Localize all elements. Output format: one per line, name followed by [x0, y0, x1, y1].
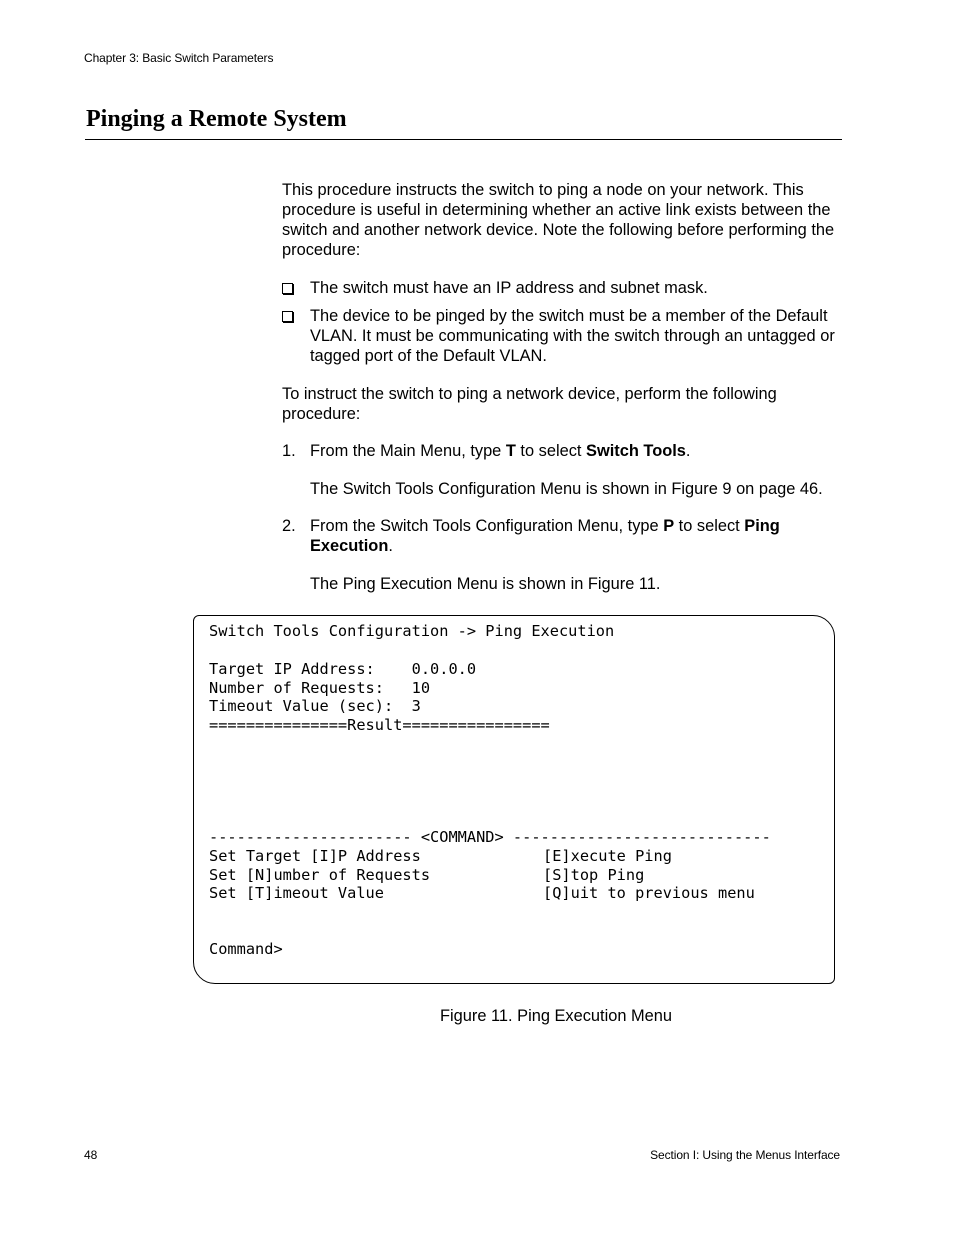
figure-caption: Figure 11. Ping Execution Menu	[440, 1007, 673, 1025]
command-set-ip: Set Target [I]P Address	[209, 847, 421, 865]
command-prompt: Command>	[209, 940, 283, 958]
step-text: From the Switch Tools Configuration Menu, type P to select Ping Execution.	[310, 517, 780, 555]
result-rule: ===============Result================	[209, 716, 550, 734]
step-1-note: The Switch Tools Configuration Menu is shown in Figure 9 on page 46.	[310, 480, 823, 498]
page-number: 48	[84, 1148, 98, 1162]
terminal-title: Switch Tools Configuration -> Ping Execution	[209, 622, 615, 640]
step-number: 1.	[282, 442, 296, 460]
prerequisite-list	[282, 278, 852, 374]
command-set-number: Set [N]umber of Requests	[209, 866, 431, 884]
field-number-of-requests: Number of Requests: 10	[209, 679, 431, 697]
checkbox-bullet-icon	[282, 283, 293, 294]
list-item	[282, 278, 852, 298]
command-quit: [Q]uit to previous menu	[543, 884, 755, 902]
bullet-text: The switch must have an IP address and subnet mask.	[310, 279, 708, 297]
title-rule	[85, 139, 842, 140]
list-item	[282, 306, 852, 366]
intro-paragraph: This procedure instructs the switch to ping a node on your network. This procedure is useful in determining whether an active link exists between the switch and another network device. Note the following before performing the procedure:	[282, 181, 835, 259]
running-footer: Section I: Using the Menus Interface	[650, 1148, 840, 1162]
field-target-ip: Target IP Address: 0.0.0.0	[209, 660, 477, 678]
bullet-text: The device to be pinged by the switch must be a member of the Default VLAN. It must be communicating with the switch through an untagged or tagged port of the Default VLAN.	[310, 307, 835, 365]
command-execute-ping: [E]xecute Ping	[543, 847, 672, 865]
step-2-note: The Ping Execution Menu is shown in Figure 11.	[310, 575, 661, 593]
step-number: 2.	[282, 517, 296, 535]
menu-target: Switch Tools	[586, 442, 686, 460]
key-letter: P	[663, 517, 675, 535]
menu-target: Ping Execution	[310, 517, 780, 555]
instruction-paragraph: To instruct the switch to ping a network device, perform the following procedure:	[282, 385, 777, 423]
command-rule: ---------------------- <COMMAND> ----------------------------	[209, 828, 771, 846]
command-set-timeout: Set [T]imeout Value	[209, 884, 384, 902]
key-letter: T	[505, 442, 516, 460]
checkbox-bullet-icon	[282, 311, 293, 322]
field-timeout-value: Timeout Value (sec): 3	[209, 697, 421, 715]
section-title: Pinging a Remote System	[86, 106, 347, 132]
step-text: From the Main Menu, type T to select Switch Tools.	[310, 442, 691, 460]
running-header: Chapter 3: Basic Switch Parameters	[84, 51, 274, 65]
command-stop-ping: [S]top Ping	[543, 866, 645, 884]
